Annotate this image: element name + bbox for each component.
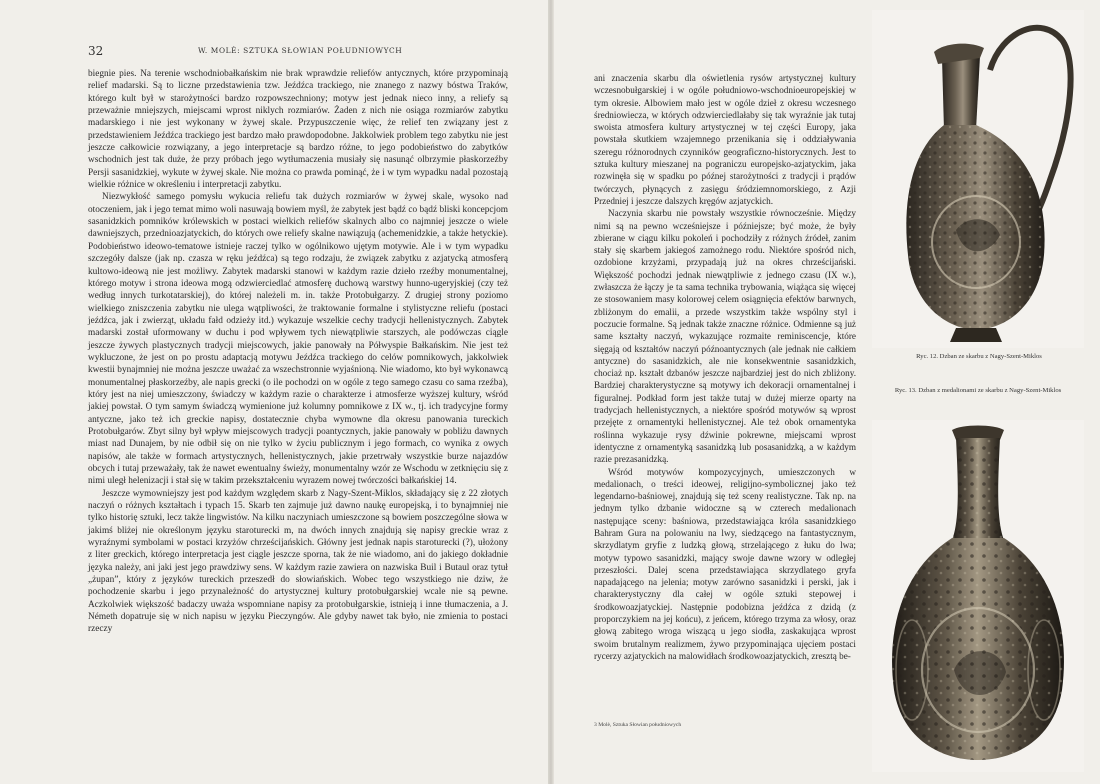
jug-photo-fig13 (872, 420, 1084, 772)
running-head: W. MOLĖ: SZTUKA SŁOWIAN POŁUDNIOWYCH (198, 46, 403, 55)
left-text-column (88, 68, 508, 636)
paragraph: Niezwykłość samego pomysłu wykucia reliefu tak dużych rozmiarów w żywej skale, wysoko nad otoczeniem, jak i jego temat mimo woli nasuwają bowiem myśl, że zabytek jest bądź co bądź bliski koncepcjom sasanidzkich pomników królewskich w postaci wielkich reliefów skalnych albo co najmniej jeszcze o wiele dawniejszych, przednioazjatyckich, do których owe reliefy skalne nawiązują (achemenidzkie, a także hetyckie). Podobieństwo ideowo-tematowe istnieje raczej tylko w ogólnikowo ujętym motywie. Ale i w tym wypadku szczegóły dalsze (jak np. czasza w ręku jeźdźca) są tego rodzaju, że związek zabytku z azjatycką atmosferą kultowo-ideową nie jest możliwy. Zabytek madarski stanowi w każdym razie dzieło rzeźby monumentalnej, którego motyw i strona ideowa mogą odzwierciedlać atmosferę duchową warstwy hunno-ugeryjskiej (czy też według innych turkotatarskiej), do której należeli m. in. także Protobułgarzy. Z drugiej strony poziomo wielkiego zniszczenia zabytku nie ulega wątpliwości, że traktowanie formalne i stylistyczne reliefu (postaci jeźdźca, jak i zwierząt, układu fałd odzieży itd.) wykazuje wszelkie cechy tradycji hellenistycznych. Zabytek madarski został uformowany w duchu i pod wpływem tych niewątpliwie starszych, ale podówczas ciągle jeszcze żywych plastycznych tradycji miejscowych, jakie panowały na Półwyspie Bałkańskim. Nie jest też wykluczone, że jest on po prostu adaptacją motywu Jeźdźca trackiego do celów pomnikowych, jakkolwiek kwestii bynajmniej nie można jeszcze uważać za wszechstronnie wyjaśnioną. Nie wiadomo, kto był wykonawcą monumentalnej płaskorzeźby, ale napis grecki (o ile pochodzi on w ogóle z tego samego czasu co sama rzeźba), który jest na niej umieszczony, świadczy w każdym razie o charakterze i atmosferze wyższej kultury, wśród jakiej powstał. O tym samym świadczą wymienione już kolumny pomnikowe z IX w., tj. ich tradycyjne formy antyczne, jako też ich greckie napisy, dostatecznie chyba wymowne dla okresu panowania tureckich Protobułgarów. Zbyt silny był wpływ miejscowych tradycji poantycznych, jakie panowały w pobliżu dawnych miast nad Dunajem, by nie odbił się on nie tylko w życiu publicznym i jego formach, co wynika z owych napisów, ale także w formach artystycznych, hellenistycznych, jakie przetrwały wszystkie burze najazdów obcych i tutaj przeważały, tak że nawet ewentualny świeży, monumentalny wzór ze Wschodu w zetknięciu się z nimi uległ helenizacji i stał się w takim przekształceniu wyrazem nowej twórczości bałkańskiej 14. (88, 192, 508, 487)
jug-photo-fig12 (872, 10, 1084, 348)
figure-caption-12: Ryc. 12. Dzban ze skarbu z Nagy-Szent-Miklos (916, 353, 1042, 360)
left-page (0, 0, 548, 784)
jug-image (872, 420, 1084, 772)
paragraph: ani znaczenia skarbu dla oświetlenia rysów artystycznej kultury wczesnobułgarskiej i w ogóle południowo-wschodnioeuropejskiej w tym okresie. Albowiem mało jest w ogóle dzieł z okresu wczesnego średniowiecza, w których odzwierciedlałaby się tak wyraźnie jak tutaj swoista atmosfera kultury artystycznej w tej części Europy, jaka powstała skutkiem wzajemnego przenikania się i oddziaływania szeregu różnorodnych czynników geograficzno-historycznych. Jest to sztuka kultury mieszanej na pograniczu europejsko-azjatyckim, jaka rozwinęła się w spadku po późnej starożytności z tradycji i prądów twórczych, płynących z zasięgu śródziemnomorskiego, z Azji Przedniej i jeszcze dalszych kręgów azjatyckich. (594, 73, 856, 206)
page-number: 32 (88, 44, 104, 58)
right-page (554, 0, 1100, 784)
figure-caption-13: Ryc. 13. Dzban z medalionami ze skarbu z Nagy-Szent-Miklos (894, 387, 1062, 394)
paragraph: Jeszcze wymowniejszy jest pod każdym względem skarb z Nagy-Szent-Miklos, składający się z 22 złotych naczyń o różnych kształtach i typach 15. Skarb ten zajmuje już dawno naukę europejską, i to bynajmniej nie tylko historię sztuki, lecz także lingwistów. Na kilku naczyniach umieszczone są bowiem poszczególne słowa w jakimś bliżej nie określonym języku staroturecki m, na dwóch innych znajdują się napisy greckie wraz z wyraźnymi symbolami w postaci krzyżów chrześcijańskich. Główny jest jednak napis staroturecki (?), ułożony z liter greckich, którego interpretacja jest ciągle jeszcze sporna, tak że nie wiadomo, ani do jakiego dokładnie języka należy, ani jaki jest jego prawdziwy sens. W każdym razie zawiera on nazwiska Buil i Butaul oraz tytuł „żupan”, który z języków tureckich przeszedł do słowiańskich. Wobec tego wszystkiego nie dziw, że pochodzenie skarbu i jego przynależność do artystycznej kultury protobułgarskiej wcale nie są pewne. Aczkolwiek większość badaczy uważa wspomniane napisy za protobułgarskie, istnieją i inne tłumaczenia, a J. Németh dopatruje się w nich napisu w języku Pieczyngów. Ale gdyby nawet tak było, nie zmienia to postaci rzeczy (88, 488, 508, 635)
right-text-column (594, 72, 856, 662)
paragraph: Naczynia skarbu nie powstały wszystkie równocześnie. Między nimi są na pewno wcześniejsze i późniejsze; być może, że były zbierane w ciągu kilku pokoleń i pochodziły z różnych źródeł, zanim stały się skarbem jakiegoś zamożnego rodu. Niektóre spośród nich, ozdobione krzyżami, przypadają już na okres chrześcijański. Większość pochodzi jednak niewątpliwie z jednego czasu (IX w.), zwłaszcza że łączy je ta sama technika trybowania, wiążąca się więcej ze stosowaniem masy kolorowej celem osiągnięcia efektów barwnych, zbliżonym do emalii, a przede wszystkim także wspólny styl i poczucie formalne. Są jednak także znaczne różnice. Odmienne są już same kształty naczyń, wykazujące rozmaite reminiscencje, które sięgają od kształtów naczyń późnoantycznych (ale jednak nie całkiem antyczne) do sasanidzkich, ale nie konsekwentnie sasanidzkich, chociaż np. kształt dzbanów jeszcze najbardziej jest do nich zbliżony. Bardziej charakterystyczne są motywy ich dekoracji ornamentalnej i figuralnej. Podkład form jest także tutaj w dużej mierze oparty na tradycjach hellenistycznych, a niektóre spośród motywów są wprost przejęte z ornamentyki hellenistycznej. Ale też obok ornamentyka roślinna wykazuje rysy dźwinie pokrewne, miejscami wprost identyczne z ornamentyką sasanidzką lub posasanidzką, a w każdym razie prezasanidzką. (594, 208, 856, 465)
footnote: 3 Molė, Sztuka Słowian południowych (594, 722, 682, 728)
jug-image (872, 10, 1084, 348)
paragraph: Wśród motywów kompozycyjnych, umieszczonych w medalionach, o treści ideowej, religijno-symbolicznej jako też legendarno-baśniowej, znajdują się też sceny realistyczne. Tak np. na jednym tylko dzbanie widoczne są w czterech medalionach następujące sceny: baśniowa, przedstawiająca króla sasanidzkiego Bahram Gura na polowaniu na lwy, siedzącego na fantastycznym, skrzydlatym gryfie z ludzką głową, strzelającego z łuku do lwa; motyw typowo sasanidzki, mający swoje dawne wzory w odległej przeszłości. Dalej scena przedstawiająca skrzydlatego gryfa napadającego na jelenia; motyw zarówno sasanidzki i perski, jak i charakterystyczny dla całej w ogóle sztuki stepowej i środkowoazjatyckiej. Następnie podobizna jeźdźca z dzidą (z proporczykiem na jej końcu), z jeńcem, którego trzyma za włosy, oraz głową zabitego wroga wiszącą u jego siodła, zaskakująca wprost swoim brutalnym realizmem, żywo przypominająca ujęciem postaci rycerzy azjatyckich na malowidłach środkowoazjatyckich, zresztą be- (594, 466, 856, 661)
paragraph: biegnie pies. Na terenie wschodniobałkańskim nie brak wprawdzie reliefów antycznych, które przypominają relief madarski. Są to liczne przedstawienia tzw. Jeźdźca trackiego, nie znanego z nazwy bóstwa Traków, którego kult był w starożytności bardzo rozpowszechniony; motyw jest jednak nieco inny, a reliefy są przeważnie mniejszych, miejscami wprost niklych rozmiarów. Żaden z nich nie osiąga rozmiarów zabytku madarskiego i nie jest wykonany w żywej skale. Przypuszczenie więc, że relief ten związany jest z przedstawieniem Jeźdźca trackiego jest bardzo mało prawdopodobne. Jakkolwiek problem tego zabytku nie jest jeszcze całkowicie rozwiązany, a jego interpretacje są bardzo różne, to jego podobieństwo do zabytków wschodnich jest tak duże, że przy próbach jego wytłumaczenia musiały się nasunąć olbrzymie płaskorzeźby Persji sasanidzkiej, wykute w żywej skale. Nie można co prawda pominąć, że i w tym wypadku nadal pozostają wielkie różnice w określeniu i interpretacji zabytku. (88, 69, 508, 191)
